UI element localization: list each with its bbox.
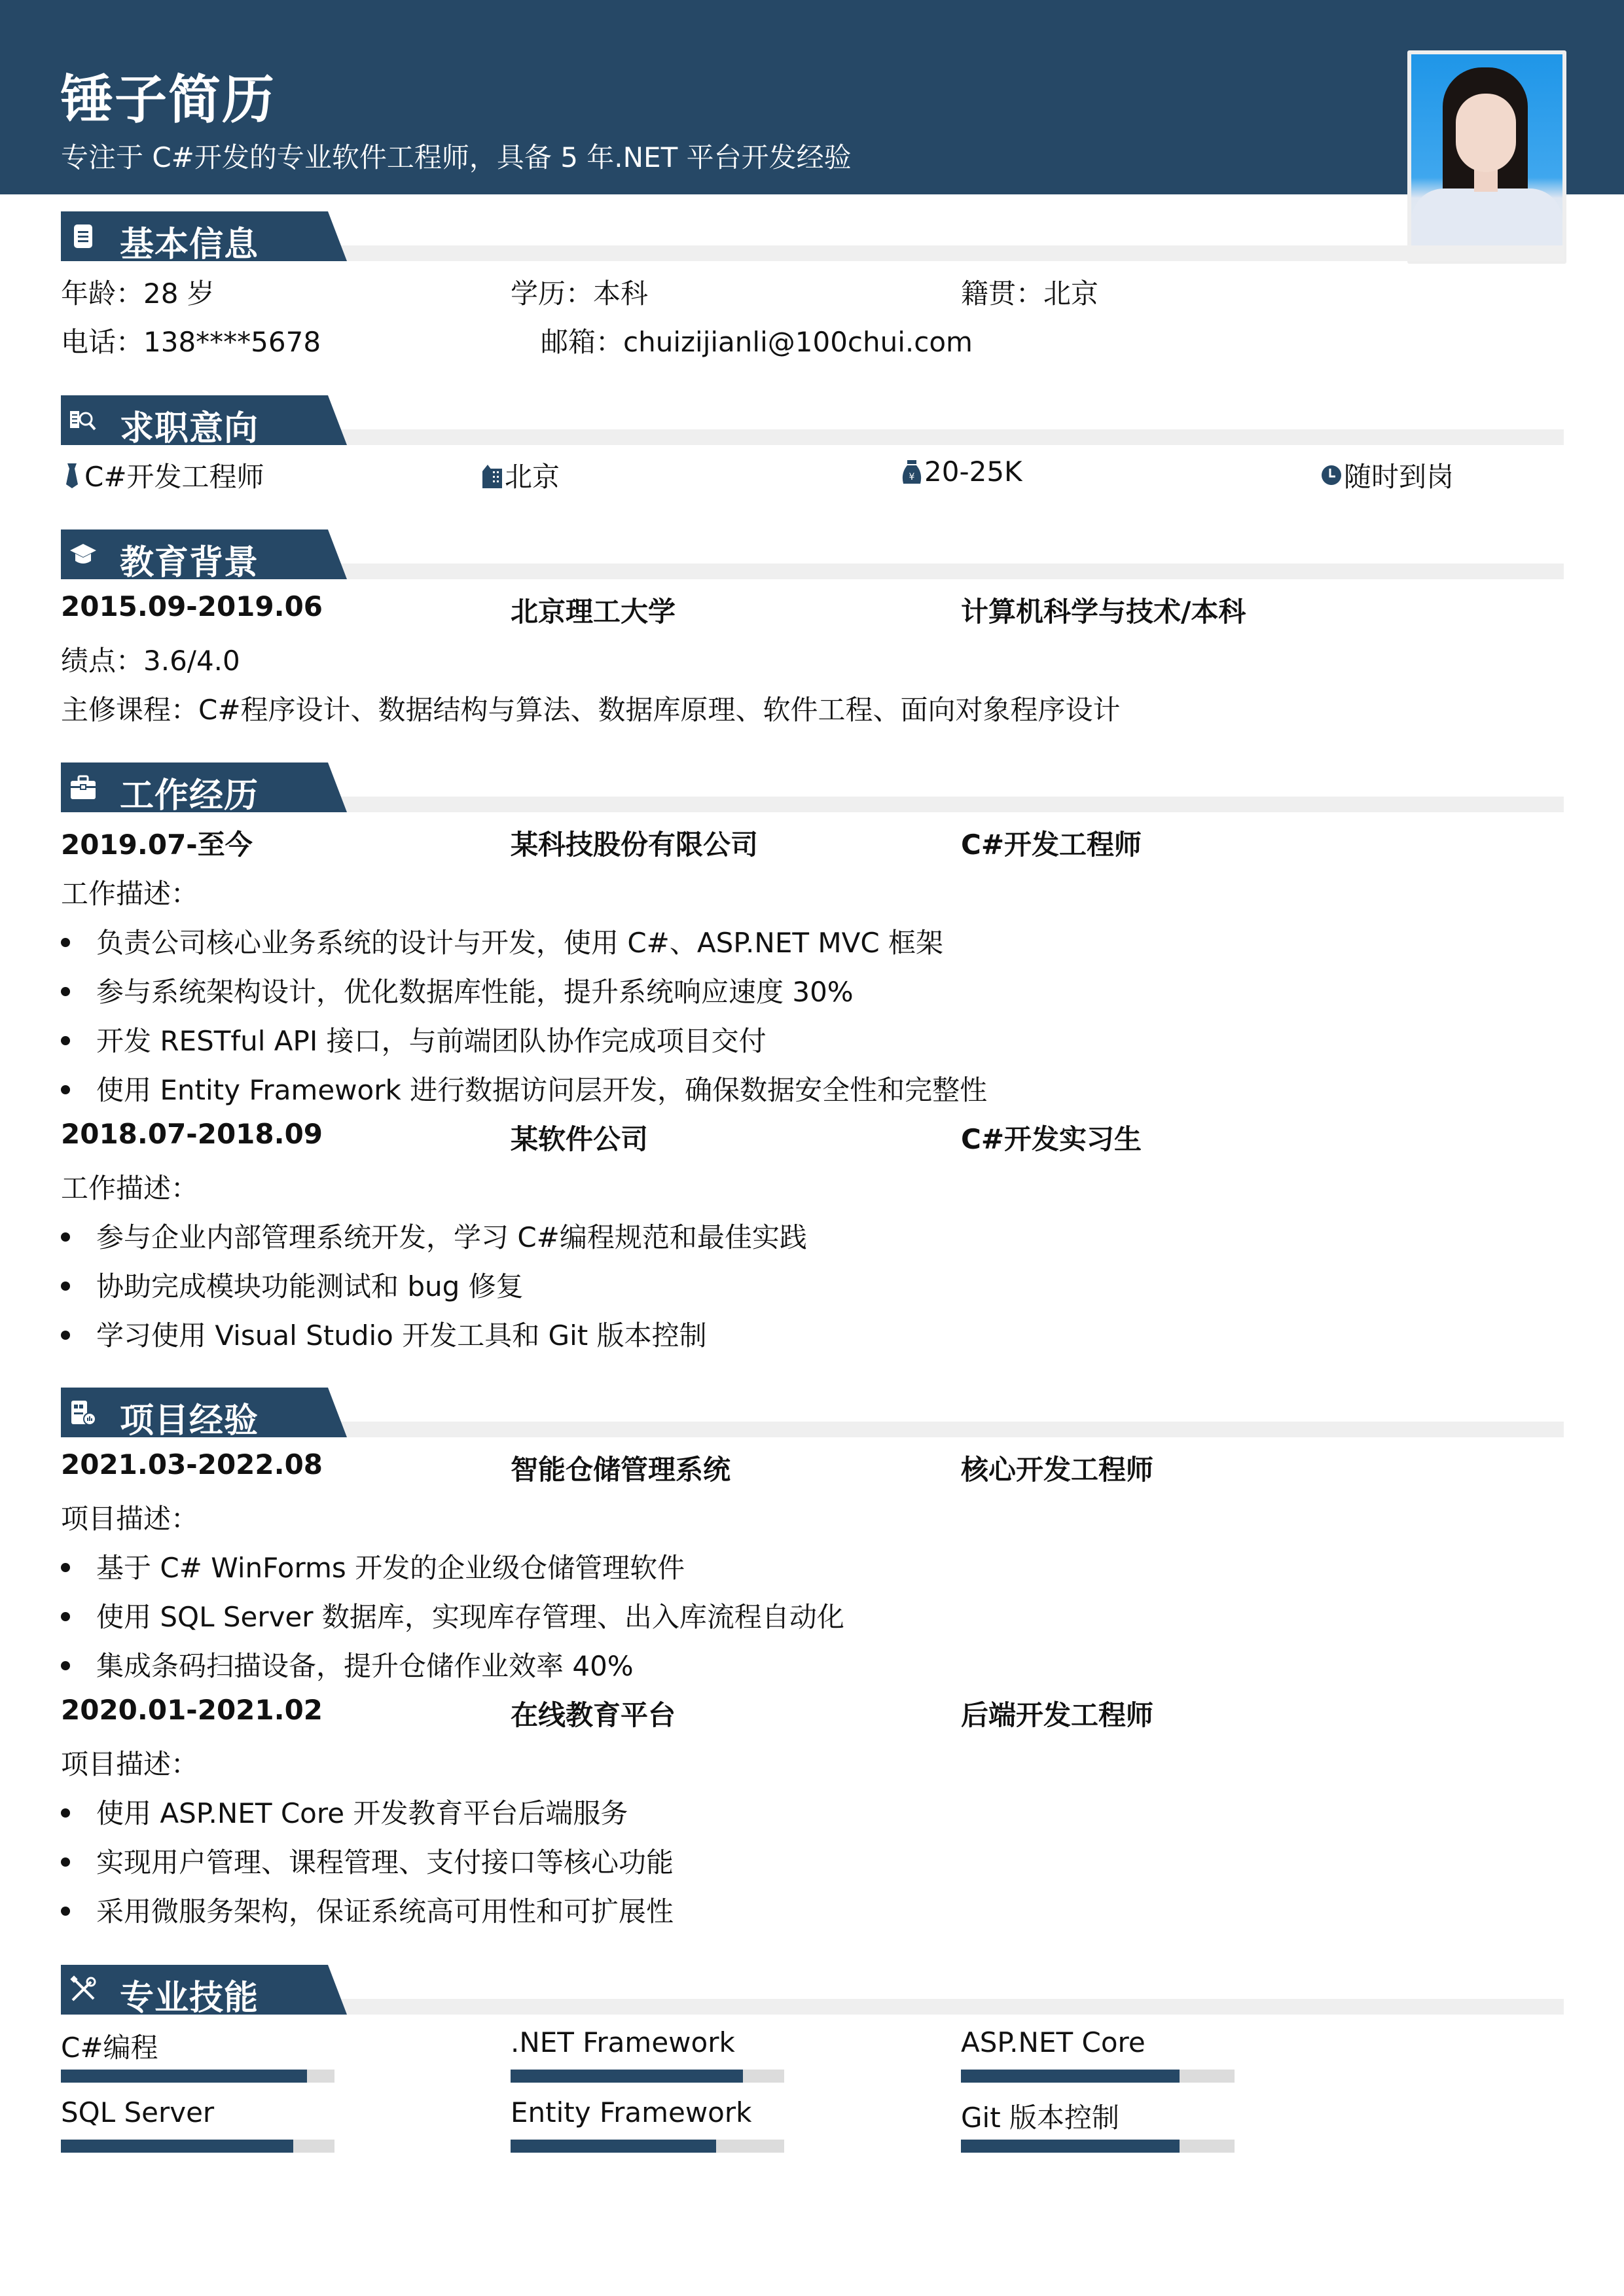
intent-availability [1320, 456, 1454, 495]
education-gpa: 绩点：3.6/4.0 [61, 645, 240, 677]
graduation-cap-icon [69, 540, 98, 569]
skill-label: .NET Framework [511, 2026, 735, 2058]
tie-icon [61, 461, 83, 490]
search-doc-icon [69, 406, 98, 435]
work-period: 2018.07-2018.09 [61, 1118, 323, 1150]
phone-field: 电话：138****5678 [61, 326, 321, 358]
section-header-education [61, 529, 1564, 583]
section-header-work [61, 762, 1564, 816]
list-item: 实现用户管理、课程管理、支付接口等核心功能 [61, 1841, 674, 1880]
intent-salary-text: 20-25K [924, 456, 1022, 488]
building-icon [481, 461, 503, 490]
age-field: 年龄：28 岁 [61, 278, 215, 310]
section-header-projects [61, 1388, 1564, 1441]
svg-text:¥: ¥ [909, 471, 915, 482]
project-period: 2021.03-2022.08 [61, 1448, 323, 1480]
intent-salary [901, 456, 1022, 488]
education-major: 计算机科学与技术/本科 [961, 596, 1246, 628]
project-role: 后端开发工程师 [961, 1699, 1154, 1731]
list-item: 开发 RESTful API 接口，与前端团队协作完成项目交付 [61, 1020, 767, 1059]
list-item: 协助完成模块功能测试和 bug 修复 [61, 1265, 524, 1304]
project-icon [69, 1398, 98, 1427]
money-bag-icon [901, 457, 923, 486]
project-name: 在线教育平台 [511, 1699, 676, 1731]
list-item: 基于 C# WinForms 开发的企业级仓储管理软件 [61, 1547, 685, 1586]
clipboard-icon [69, 222, 98, 251]
skill-label: Entity Framework [511, 2096, 752, 2128]
list-item: 集成条码扫描设备，提升仓储作业效率 40% [61, 1645, 634, 1684]
work-company: 某软件公司 [511, 1123, 649, 1155]
list-item: 负责公司核心业务系统的设计与开发，使用 C#、ASP.NET MVC 框架 [61, 922, 943, 961]
section-header-skills [61, 1965, 1564, 2018]
list-item: 使用 Entity Framework 进行数据访问层开发，确保数据安全性和完整性 [61, 1069, 987, 1108]
list-item: 采用微服务架构，保证系统高可用性和可扩展性 [61, 1890, 674, 1929]
section-title: 教育背景 [120, 543, 259, 583]
list-item: 参与系统架构设计，优化数据库性能，提升系统响应速度 30% [61, 971, 854, 1010]
section-header-job-intent [61, 395, 1564, 448]
work-desc-label: 工作描述： [61, 1172, 199, 1204]
clock-icon [1320, 461, 1343, 490]
work-role: C#开发实习生 [961, 1123, 1142, 1155]
section-title: 基本信息 [120, 225, 259, 264]
list-item: 使用 SQL Server 数据库，实现库存管理、出入库流程自动化 [61, 1596, 844, 1635]
project-role: 核心开发工程师 [961, 1454, 1154, 1486]
hometown-field: 籍贯：北京 [961, 278, 1099, 310]
work-role: C#开发工程师 [961, 829, 1142, 861]
skill-label: SQL Server [61, 2096, 215, 2128]
section-header-basic-info [61, 211, 1564, 264]
skill-label: C#编程 [61, 2032, 158, 2064]
skill-bar [961, 2140, 1235, 2153]
section-title: 专业技能 [120, 1979, 259, 2018]
education-school: 北京理工大学 [511, 596, 676, 628]
work-desc-label: 工作描述： [61, 878, 199, 910]
work-period: 2019.07-至今 [61, 829, 253, 861]
intent-city-text: 北京 [505, 461, 560, 493]
skill-bar [511, 2070, 784, 2083]
education-level-field: 学历：本科 [511, 278, 649, 310]
project-period: 2020.01-2021.02 [61, 1694, 323, 1726]
education-period: 2015.09-2019.06 [61, 590, 323, 622]
section-title: 求职意向 [120, 409, 259, 448]
skill-bar [961, 2070, 1235, 2083]
section-title: 项目经验 [120, 1401, 259, 1441]
project-desc-label: 项目描述： [61, 1748, 199, 1780]
list-item: 学习使用 Visual Studio 开发工具和 Git 版本控制 [61, 1314, 707, 1354]
education-courses: 主修课程：C#程序设计、数据结构与算法、数据库原理、软件工程、面向对象程序设计 [61, 694, 1121, 726]
work-company: 某科技股份有限公司 [511, 829, 759, 861]
project-name: 智能仓储管理系统 [511, 1454, 731, 1486]
project-desc-label: 项目描述： [61, 1503, 199, 1535]
list-item: 使用 ASP.NET Core 开发教育平台后端服务 [61, 1792, 628, 1831]
intent-city [481, 456, 560, 495]
skill-bar [511, 2140, 784, 2153]
intent-position [61, 456, 264, 495]
skill-bar [61, 2140, 334, 2153]
skill-label: Git 版本控制 [961, 2102, 1120, 2134]
skill-bar [61, 2070, 334, 2083]
intent-availability-text: 随时到岗 [1344, 461, 1454, 493]
tools-icon [69, 1975, 98, 2004]
resume-title: 锤子简历 [61, 69, 276, 130]
resume-header [0, 0, 1624, 194]
briefcase-icon [69, 773, 98, 802]
section-title: 工作经历 [120, 776, 259, 816]
email-field: 邮箱：chuizijianli@100chui.com [541, 326, 973, 358]
skill-label: ASP.NET Core [961, 2026, 1146, 2058]
intent-position-text: C#开发工程师 [84, 461, 264, 493]
resume-tagline: 专注于 C#开发的专业软件工程师，具备 5 年.NET 平台开发经验 [61, 141, 852, 173]
list-item: 参与企业内部管理系统开发，学习 C#编程规范和最佳实践 [61, 1216, 807, 1255]
